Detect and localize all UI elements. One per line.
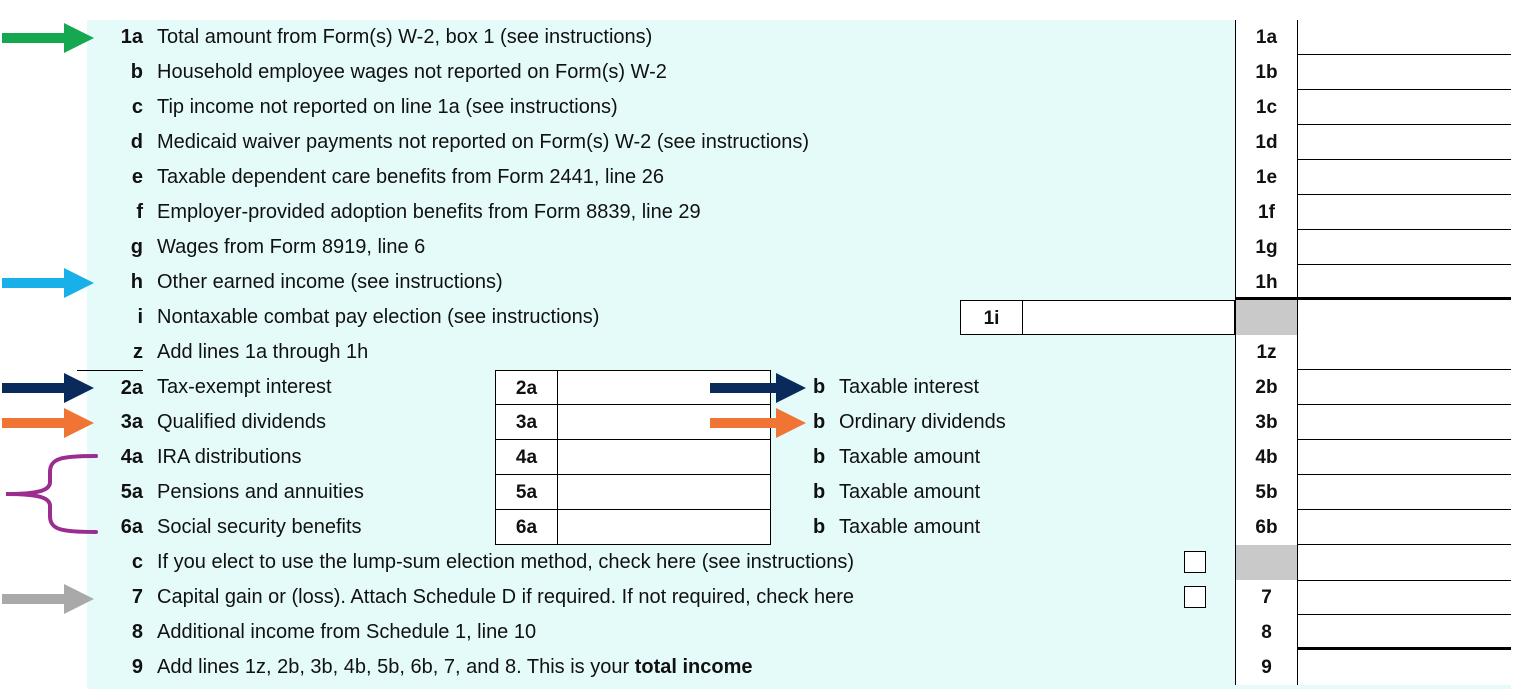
right-arrow-icon <box>0 370 96 406</box>
amount-field-1f[interactable] <box>1298 195 1511 230</box>
row-9 <box>87 650 1511 685</box>
line-number: z <box>133 341 143 363</box>
lump-sum-election-checkbox[interactable] <box>1184 551 1206 573</box>
dot-leader <box>1017 475 1207 510</box>
amount-field-1b[interactable] <box>1298 55 1511 90</box>
dot-leader <box>1057 405 1207 440</box>
line-number: 7 <box>131 586 143 608</box>
sub-line-letter: b <box>813 446 826 468</box>
curly-brace-icon <box>0 450 100 540</box>
line-label: Qualified dividends <box>157 411 326 433</box>
line-box-label: 1c <box>1235 90 1298 125</box>
line-label <box>157 650 753 685</box>
amount-field-8[interactable] <box>1298 615 1511 650</box>
line-box-label: 1e <box>1235 160 1298 195</box>
line-number: d <box>130 131 143 153</box>
line-number: 1a <box>120 26 143 48</box>
dot-leader <box>377 370 487 405</box>
shaded-box <box>1235 545 1298 580</box>
line-box-label: 2a <box>495 370 558 405</box>
dot-leader <box>627 615 1207 650</box>
line-number: 2a <box>77 370 143 406</box>
line-number: i <box>137 306 143 328</box>
right-arrow-icon <box>708 370 808 406</box>
amount-field-1c[interactable] <box>1298 90 1511 125</box>
line-label: Taxable dependent care benefits from Form 2441, line 26 <box>157 166 664 188</box>
line-number: 4a <box>120 446 143 468</box>
line-label-text: Add lines 1z, 2b, 3b, 4b, 5b, 6b, 7, and 8. This is your <box>157 656 635 678</box>
line-box-label: 1h <box>1235 265 1298 300</box>
amount-field-3b[interactable] <box>1298 405 1511 440</box>
amount-field-1g[interactable] <box>1298 230 1511 265</box>
line-label: Capital gain or (loss). Attach Schedule D if required. If not required, check here <box>157 586 855 608</box>
dot-leader <box>727 90 1207 125</box>
total-income-label: total income <box>634 656 753 678</box>
dot-leader <box>1027 370 1207 405</box>
amount-field-6b[interactable] <box>1298 510 1511 545</box>
line-number: 6a <box>120 516 143 538</box>
line-label: Taxable interest <box>839 376 980 398</box>
line-box-label: 8 <box>1235 615 1298 650</box>
line-box-label: 1b <box>1235 55 1298 90</box>
row-1e <box>87 160 1511 195</box>
dot-leader <box>1017 440 1207 475</box>
amount-field-1d[interactable] <box>1298 125 1511 160</box>
line-number: 8 <box>131 621 143 643</box>
row-1g <box>87 230 1511 265</box>
dot-leader <box>387 405 487 440</box>
line-label: Ordinary dividends <box>839 411 1006 433</box>
line-number: c <box>131 96 143 118</box>
line-box-label: 1d <box>1235 125 1298 160</box>
right-arrow-icon <box>0 265 96 301</box>
line-box-label: 9 <box>1235 650 1298 685</box>
line-box-label: 6b <box>1235 510 1298 545</box>
amount-field-1a[interactable] <box>1298 20 1511 55</box>
amount-field-9[interactable] <box>1298 650 1511 685</box>
row-6 <box>87 510 1511 545</box>
row-1d <box>87 125 1511 160</box>
dot-leader <box>1007 545 1177 580</box>
right-arrow-icon <box>0 405 96 441</box>
dot-leader <box>877 650 1207 685</box>
line-number: h <box>130 271 143 293</box>
dot-leader <box>1007 580 1177 615</box>
line-number: 3a <box>120 411 143 433</box>
row-6c <box>87 545 1511 580</box>
right-arrow-icon <box>0 20 96 56</box>
line-label: Additional income from Schedule 1, line 10 <box>157 621 537 643</box>
dot-leader <box>347 440 487 475</box>
line-number: g <box>130 236 143 258</box>
line-number: 5a <box>120 481 143 503</box>
amount-field-5b[interactable] <box>1298 475 1511 510</box>
line-label: Add lines 1a through 1h <box>157 341 369 363</box>
line-box-label: 1z <box>1235 335 1298 370</box>
line-box-label: 1i <box>960 300 1023 335</box>
sub-line-letter: b <box>813 481 826 503</box>
line-label: Social security benefits <box>157 516 362 538</box>
row-4 <box>87 440 1511 475</box>
line-box-label: 1g <box>1235 230 1298 265</box>
line-label: Taxable amount <box>839 481 981 503</box>
line-box-label: 3a <box>495 405 558 440</box>
right-arrow-icon <box>708 405 808 441</box>
dot-leader <box>417 510 487 545</box>
dot-leader <box>587 265 1207 300</box>
sub-line-letter: b <box>813 516 826 538</box>
line-number: 9 <box>131 656 143 678</box>
line-label: Wages from Form 8919, line 6 <box>157 236 426 258</box>
line-label: Tax-exempt interest <box>157 376 332 398</box>
line-label: Household employee wages not reported on Form(s) W-2 <box>157 61 667 83</box>
blank-amount <box>1298 545 1511 580</box>
blank-amount <box>1298 300 1511 335</box>
row-8 <box>87 615 1511 650</box>
line-box-label: 4a <box>495 440 558 475</box>
line-box-label: 5b <box>1235 475 1298 510</box>
row-1h <box>87 265 1511 300</box>
amount-field-7[interactable] <box>1298 580 1511 615</box>
line-label: Pensions and annuities <box>157 481 364 503</box>
line-label: Total amount from Form(s) W-2, box 1 (see instructions) <box>157 26 653 48</box>
dot-leader <box>757 20 1207 55</box>
dot-leader <box>517 230 1207 265</box>
amount-field-1z[interactable] <box>1298 335 1511 370</box>
amount-field-6a[interactable] <box>558 510 771 545</box>
line-number: b <box>130 61 143 83</box>
line-box-label: 3b <box>1235 405 1298 440</box>
row-1f <box>87 195 1511 230</box>
row-1z <box>87 335 1511 370</box>
line-box-label: 5a <box>495 475 558 510</box>
line-number: f <box>136 201 143 223</box>
line-box-label: 7 <box>1235 580 1298 615</box>
dot-leader <box>697 300 957 335</box>
capital-gain-checkbox[interactable] <box>1184 586 1206 608</box>
dot-leader <box>787 160 1207 195</box>
line-label: Other earned income (see instructions) <box>157 271 503 293</box>
row-1a <box>87 20 1511 55</box>
amount-field-4a[interactable] <box>558 440 771 475</box>
amount-field-2b[interactable] <box>1298 370 1511 405</box>
row-7 <box>87 580 1511 615</box>
amount-field-5a[interactable] <box>558 475 771 510</box>
line-label: Taxable amount <box>839 446 981 468</box>
line-label: Tip income not reported on line 1a (see instructions) <box>157 96 618 118</box>
amount-field-1i[interactable] <box>1023 300 1235 335</box>
line-label: Employer-provided adoption benefits from Form 8839, line 29 <box>157 201 701 223</box>
line-label: IRA distributions <box>157 446 302 468</box>
line-label: Nontaxable combat pay election (see instructions) <box>157 306 600 328</box>
line-box-label: 2b <box>1235 370 1298 405</box>
sub-line-letter: b <box>813 411 826 433</box>
dot-leader <box>947 125 1207 160</box>
dot-leader <box>837 195 1207 230</box>
line-box-label: 4b <box>1235 440 1298 475</box>
line-number: c <box>131 551 143 573</box>
line-number: e <box>131 166 143 188</box>
line-label: If you elect to use the lump-sum election method, check here (see instructions) <box>157 551 855 573</box>
dot-leader <box>457 335 1207 370</box>
row-1b <box>87 55 1511 90</box>
row-1i <box>87 300 1511 335</box>
line-label: Medicaid waiver payments not reported on Form(s) W-2 (see instructions) <box>157 131 810 153</box>
right-arrow-icon <box>0 581 96 617</box>
shaded-box <box>1235 300 1298 335</box>
amount-field-4b[interactable] <box>1298 440 1511 475</box>
dot-leader <box>1017 510 1207 545</box>
dot-leader <box>417 475 487 510</box>
row-1c <box>87 90 1511 125</box>
amount-field-1h[interactable] <box>1298 265 1511 300</box>
dot-leader <box>797 55 1207 90</box>
line-label: Taxable amount <box>839 516 981 538</box>
row-5 <box>87 475 1511 510</box>
line-box-label: 6a <box>495 510 558 545</box>
sub-line-letter: b <box>813 376 826 398</box>
amount-field-1e[interactable] <box>1298 160 1511 195</box>
line-box-label: 1f <box>1235 195 1298 230</box>
line-box-label: 1a <box>1235 20 1298 55</box>
